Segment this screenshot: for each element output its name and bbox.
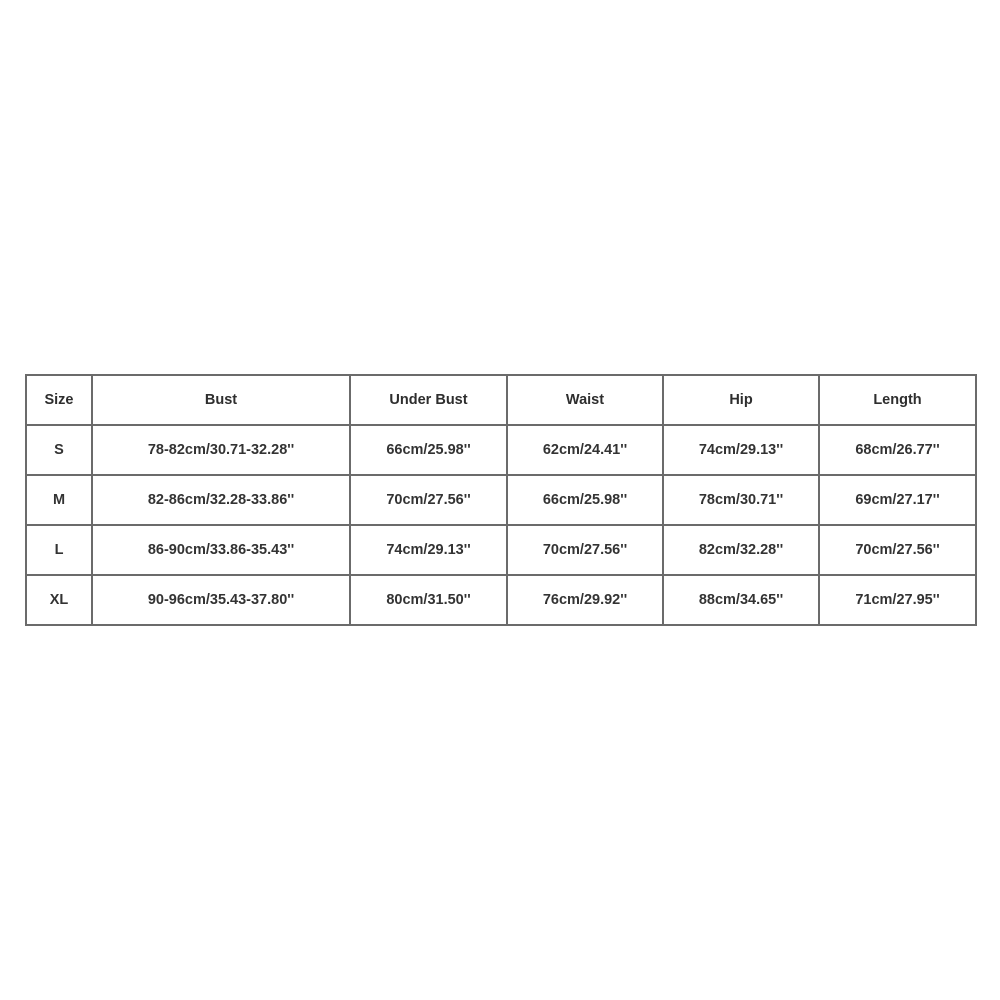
cell-size: XL bbox=[26, 575, 92, 625]
table-row bbox=[26, 575, 976, 625]
cell-under-bust: 66cm/25.98'' bbox=[350, 425, 507, 475]
cell-under-bust: 74cm/29.13'' bbox=[350, 525, 507, 575]
cell-length: 68cm/26.77'' bbox=[819, 425, 976, 475]
cell-size: M bbox=[26, 475, 92, 525]
cell-bust: 82-86cm/32.28-33.86'' bbox=[92, 475, 350, 525]
cell-waist: 62cm/24.41'' bbox=[507, 425, 663, 475]
cell-hip: 88cm/34.65'' bbox=[663, 575, 819, 625]
header-under-bust: Under Bust bbox=[350, 375, 507, 425]
cell-hip: 82cm/32.28'' bbox=[663, 525, 819, 575]
header-length: Length bbox=[819, 375, 976, 425]
cell-size: L bbox=[26, 525, 92, 575]
cell-hip: 78cm/30.71'' bbox=[663, 475, 819, 525]
cell-under-bust: 80cm/31.50'' bbox=[350, 575, 507, 625]
header-hip: Hip bbox=[663, 375, 819, 425]
table-row bbox=[26, 525, 976, 575]
cell-waist: 76cm/29.92'' bbox=[507, 575, 663, 625]
cell-bust: 78-82cm/30.71-32.28'' bbox=[92, 425, 350, 475]
header-waist: Waist bbox=[507, 375, 663, 425]
table-row bbox=[26, 475, 976, 525]
cell-length: 71cm/27.95'' bbox=[819, 575, 976, 625]
cell-length: 70cm/27.56'' bbox=[819, 525, 976, 575]
size-chart-table bbox=[25, 374, 977, 626]
cell-under-bust: 70cm/27.56'' bbox=[350, 475, 507, 525]
table-row bbox=[26, 425, 976, 475]
header-bust: Bust bbox=[92, 375, 350, 425]
cell-hip: 74cm/29.13'' bbox=[663, 425, 819, 475]
cell-size: S bbox=[26, 425, 92, 475]
cell-bust: 90-96cm/35.43-37.80'' bbox=[92, 575, 350, 625]
cell-length: 69cm/27.17'' bbox=[819, 475, 976, 525]
header-row bbox=[26, 375, 976, 425]
cell-waist: 70cm/27.56'' bbox=[507, 525, 663, 575]
header-size: Size bbox=[26, 375, 92, 425]
cell-bust: 86-90cm/33.86-35.43'' bbox=[92, 525, 350, 575]
cell-waist: 66cm/25.98'' bbox=[507, 475, 663, 525]
